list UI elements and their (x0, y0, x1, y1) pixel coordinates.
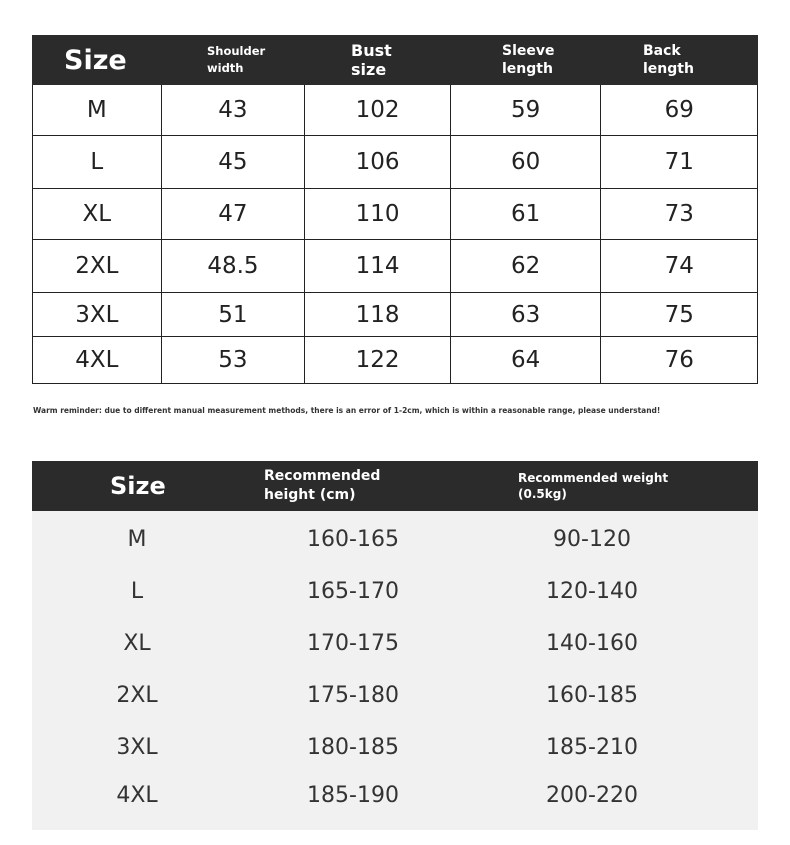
cell-shoulder: 53 (161, 337, 305, 383)
cell-sleeve: 59 (450, 85, 601, 135)
cell-size: 2XL (75, 253, 119, 279)
table-body (32, 511, 758, 817)
table-row (33, 292, 757, 336)
header-shoulder-width: Shoulder width (207, 44, 266, 75)
header-size: Size (64, 44, 127, 76)
table-row (33, 135, 757, 188)
cell-bust: 106 (304, 136, 450, 188)
cell-weight: 90-120 (553, 526, 631, 552)
cell-sleeve: 60 (450, 136, 601, 188)
cell-height: 165-170 (307, 578, 399, 604)
cell-size: 4XL (116, 782, 158, 808)
cell-sleeve: 63 (450, 293, 601, 336)
cell-height: 180-185 (307, 734, 399, 760)
cell-size: 3XL (116, 734, 158, 760)
size-recommendation-table (32, 461, 758, 830)
cell-bust: 102 (304, 85, 450, 135)
cell-sleeve: 64 (450, 337, 601, 383)
header-sleeve-length: Sleeve length (502, 43, 555, 77)
header-bust-size: Bust size (351, 41, 392, 79)
cell-weight: 185-210 (546, 734, 638, 760)
cell-height: 175-180 (307, 682, 399, 708)
cell-bust: 110 (304, 189, 450, 239)
table-row (32, 669, 758, 721)
cell-size: M (127, 526, 147, 552)
header-recommended-height: Recommended height (cm) (264, 468, 381, 503)
cell-shoulder: 43 (161, 85, 305, 135)
table-header (32, 461, 758, 511)
table-row (32, 721, 758, 773)
cell-weight: 160-185 (546, 682, 638, 708)
cell-shoulder: 51 (161, 293, 305, 336)
cell-weight: 140-160 (546, 630, 638, 656)
cell-size: 4XL (75, 347, 119, 373)
table-row (33, 239, 757, 292)
table-row (32, 513, 758, 565)
cell-height: 170-175 (307, 630, 399, 656)
cell-weight: 200-220 (546, 782, 638, 808)
cell-bust: 122 (304, 337, 450, 383)
cell-sleeve: 62 (450, 240, 601, 292)
table-row (32, 617, 758, 669)
header-recommended-weight: Recommended weight (0.5kg) (518, 471, 669, 501)
cell-back: 74 (600, 240, 757, 292)
table-row (33, 188, 757, 239)
cell-size: XL (123, 630, 151, 656)
table-row (32, 773, 758, 817)
cell-height: 185-190 (307, 782, 399, 808)
table-row (33, 85, 757, 135)
cell-shoulder: 48.5 (161, 240, 305, 292)
cell-back: 73 (600, 189, 757, 239)
cell-back: 71 (600, 136, 757, 188)
table-row (33, 336, 757, 383)
header-back-length: Back length (643, 43, 694, 77)
table-body (32, 85, 758, 384)
cell-bust: 114 (304, 240, 450, 292)
cell-size: L (90, 149, 104, 175)
cell-weight: 120-140 (546, 578, 638, 604)
cell-height: 160-165 (307, 526, 399, 552)
cell-size: L (130, 578, 144, 604)
header-size: Size (110, 472, 166, 500)
cell-sleeve: 61 (450, 189, 601, 239)
cell-bust: 118 (304, 293, 450, 336)
cell-shoulder: 47 (161, 189, 305, 239)
size-measurement-table (32, 35, 758, 384)
cell-size: 3XL (75, 301, 119, 328)
cell-size: 2XL (116, 682, 158, 708)
cell-back: 76 (600, 337, 757, 383)
table-header (32, 35, 758, 85)
warm-reminder-note: Warm reminder: due to different manual measurement methods, there is an error of 1-2cm, which is within a reasonable range, please understand! (33, 406, 661, 415)
cell-size: XL (82, 201, 112, 227)
cell-back: 69 (600, 85, 757, 135)
cell-size: M (86, 97, 107, 123)
table-row (32, 565, 758, 617)
cell-shoulder: 45 (161, 136, 305, 188)
cell-back: 75 (600, 293, 757, 336)
